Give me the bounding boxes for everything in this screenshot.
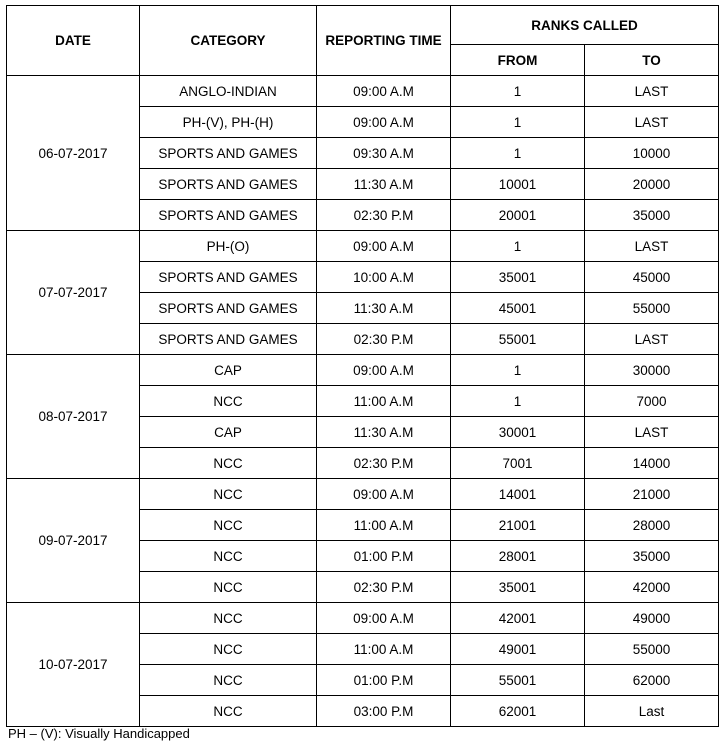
rank-from-cell: 49001	[451, 634, 585, 665]
rank-to-cell: 10000	[585, 138, 719, 169]
date-cell: 06-07-2017	[7, 76, 140, 231]
reporting-time-cell: 02:30 P.M	[317, 572, 451, 603]
rank-to-cell: LAST	[585, 417, 719, 448]
rank-from-cell: 42001	[451, 603, 585, 634]
rank-to-cell: 55000	[585, 293, 719, 324]
category-cell: PH-(V), PH-(H)	[140, 107, 317, 138]
rank-from-cell: 55001	[451, 324, 585, 355]
rank-from-cell: 1	[451, 138, 585, 169]
rank-to-cell: 42000	[585, 572, 719, 603]
header-from: FROM	[451, 45, 585, 76]
rank-to-cell: LAST	[585, 107, 719, 138]
rank-from-cell: 35001	[451, 572, 585, 603]
rank-from-cell: 14001	[451, 479, 585, 510]
table-row	[7, 603, 719, 634]
category-cell: SPORTS AND GAMES	[140, 293, 317, 324]
rank-from-cell: 30001	[451, 417, 585, 448]
table-header	[7, 6, 719, 76]
reporting-time-cell: 10:00 A.M	[317, 262, 451, 293]
rank-from-cell: 45001	[451, 293, 585, 324]
category-cell: NCC	[140, 448, 317, 479]
rank-to-cell: 35000	[585, 541, 719, 572]
category-cell: NCC	[140, 510, 317, 541]
rank-to-cell: LAST	[585, 324, 719, 355]
date-cell: 08-07-2017	[7, 355, 140, 479]
category-cell: CAP	[140, 355, 317, 386]
reporting-time-cell: 11:00 A.M	[317, 386, 451, 417]
header-category: CATEGORY	[140, 6, 317, 76]
reporting-time-cell: 09:00 A.M	[317, 76, 451, 107]
reporting-time-cell: 02:30 P.M	[317, 200, 451, 231]
rank-from-cell: 1	[451, 107, 585, 138]
reporting-time-cell: 11:00 A.M	[317, 634, 451, 665]
rank-to-cell: 21000	[585, 479, 719, 510]
rank-to-cell: LAST	[585, 231, 719, 262]
table-row	[7, 76, 719, 107]
table-row	[7, 479, 719, 510]
category-cell: NCC	[140, 572, 317, 603]
header-reporting-time: REPORTING TIME	[317, 6, 451, 76]
category-cell: NCC	[140, 696, 317, 727]
rank-to-cell: 7000	[585, 386, 719, 417]
rank-to-cell: 30000	[585, 355, 719, 386]
reporting-time-cell: 09:00 A.M	[317, 231, 451, 262]
reporting-time-cell: 09:00 A.M	[317, 107, 451, 138]
reporting-time-cell: 11:00 A.M	[317, 510, 451, 541]
category-cell: SPORTS AND GAMES	[140, 138, 317, 169]
date-cell: 10-07-2017	[7, 603, 140, 727]
rank-to-cell: 14000	[585, 448, 719, 479]
table-row	[7, 231, 719, 262]
rank-from-cell: 10001	[451, 169, 585, 200]
reporting-time-cell: 02:30 P.M	[317, 448, 451, 479]
reporting-time-cell: 11:30 A.M	[317, 169, 451, 200]
category-cell: NCC	[140, 665, 317, 696]
rank-from-cell: 21001	[451, 510, 585, 541]
schedule-table	[6, 5, 719, 727]
rank-to-cell: 35000	[585, 200, 719, 231]
table-row	[7, 355, 719, 386]
rank-from-cell: 1	[451, 386, 585, 417]
reporting-time-cell: 02:30 P.M	[317, 324, 451, 355]
reporting-time-cell: 09:00 A.M	[317, 603, 451, 634]
rank-to-cell: LAST	[585, 76, 719, 107]
rank-from-cell: 35001	[451, 262, 585, 293]
reporting-time-cell: 11:30 A.M	[317, 293, 451, 324]
rank-to-cell: 28000	[585, 510, 719, 541]
rank-to-cell: 20000	[585, 169, 719, 200]
rank-to-cell: 55000	[585, 634, 719, 665]
footnote: PH – (V): Visually Handicapped	[8, 726, 190, 741]
category-cell: NCC	[140, 479, 317, 510]
reporting-time-cell: 03:00 P.M	[317, 696, 451, 727]
rank-from-cell: 20001	[451, 200, 585, 231]
header-date: DATE	[7, 6, 140, 76]
rank-from-cell: 1	[451, 231, 585, 262]
rank-from-cell: 7001	[451, 448, 585, 479]
reporting-time-cell: 09:30 A.M	[317, 138, 451, 169]
rank-from-cell: 1	[451, 355, 585, 386]
category-cell: ANGLO-INDIAN	[140, 76, 317, 107]
header-to: TO	[585, 45, 719, 76]
rank-to-cell: 45000	[585, 262, 719, 293]
category-cell: NCC	[140, 603, 317, 634]
reporting-time-cell: 09:00 A.M	[317, 479, 451, 510]
rank-from-cell: 1	[451, 76, 585, 107]
rank-from-cell: 55001	[451, 665, 585, 696]
rank-from-cell: 28001	[451, 541, 585, 572]
reporting-time-cell: 01:00 P.M	[317, 665, 451, 696]
category-cell: SPORTS AND GAMES	[140, 262, 317, 293]
date-cell: 07-07-2017	[7, 231, 140, 355]
category-cell: NCC	[140, 634, 317, 665]
category-cell: NCC	[140, 386, 317, 417]
rank-to-cell: 62000	[585, 665, 719, 696]
date-cell: 09-07-2017	[7, 479, 140, 603]
reporting-time-cell: 09:00 A.M	[317, 355, 451, 386]
rank-to-cell: 49000	[585, 603, 719, 634]
category-cell: SPORTS AND GAMES	[140, 169, 317, 200]
rank-to-cell: Last	[585, 696, 719, 727]
rank-from-cell: 62001	[451, 696, 585, 727]
category-cell: SPORTS AND GAMES	[140, 200, 317, 231]
category-cell: NCC	[140, 541, 317, 572]
header-ranks-called: RANKS CALLED	[451, 6, 719, 45]
category-cell: SPORTS AND GAMES	[140, 324, 317, 355]
reporting-time-cell: 01:00 P.M	[317, 541, 451, 572]
table-body	[7, 76, 719, 727]
category-cell: PH-(O)	[140, 231, 317, 262]
reporting-time-cell: 11:30 A.M	[317, 417, 451, 448]
category-cell: CAP	[140, 417, 317, 448]
